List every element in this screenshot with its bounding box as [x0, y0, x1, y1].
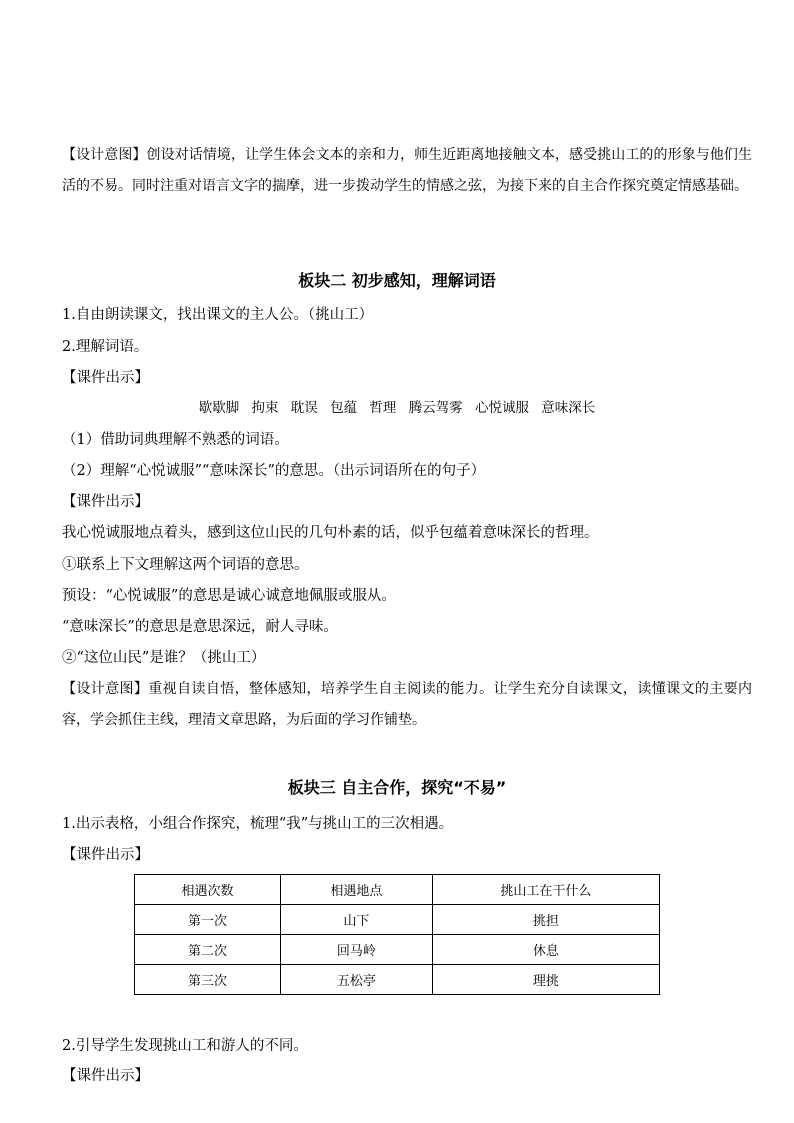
- table-cell: 山下: [280, 905, 432, 935]
- s3-courseware-label-1: 【课件出示】: [62, 847, 149, 863]
- s3-item-1: 1.出示表格，小组合作探究，梳理“我”与挑山工的三次相遇。: [62, 816, 454, 832]
- s2-item-1: 1.自由朗读课文，找出课文的主人公。（挑山工）: [62, 307, 374, 323]
- table-header-cell: 相遇地点: [280, 875, 432, 905]
- section-2-heading: 板块二 初步感知，理解词语: [298, 271, 496, 290]
- s2-quote: 我心悦诚服地点着头，感到这位山民的几句朴素的话，似乎包蕴着意味深长的哲理。: [62, 525, 599, 541]
- design-intent-paragraph-1: 【设计意图】创设对话情境，让学生体会文本的亲和力，师生近距离地接触文本，感受挑山工的的形象与他们生活的不易。同时注重对语言文字的揣摩，进一步拨动学生的情感之弦，为接下来的自主合作探究奠定情感基础。: [62, 147, 752, 194]
- table-cell: 第一次: [135, 905, 281, 935]
- s2-vocab-list: 歇歇脚 拘束 耽误 包蕴 哲理 腾云驾雾 心悦诚服 意味深长: [198, 400, 596, 416]
- s2-preset-1: 预设：“心悦诚服”的意思是诚心诚意地佩服或服从。: [62, 588, 396, 604]
- table-header-cell: 挑山工在干什么: [432, 875, 659, 905]
- s2-circled-2: ②“这位山民”是谁？（挑山工）: [62, 650, 266, 666]
- s2-circled-1: ①联系上下文理解这两个词语的意思。: [62, 557, 309, 573]
- table-cell: 五松亭: [280, 965, 432, 995]
- table-cell: 挑担: [432, 905, 659, 935]
- s2-item-2: 2.理解词语。: [62, 339, 149, 355]
- table-row: [135, 905, 660, 935]
- table-row: [135, 935, 660, 965]
- table-row: [135, 965, 660, 995]
- table-cell: 理挑: [432, 965, 659, 995]
- s2-sub-1: （1）借助词典理解不熟悉的词语。: [62, 432, 289, 448]
- s2-preset-2: “意味深长”的意思是意思深远，耐人寻味。: [62, 619, 338, 635]
- s3-courseware-label-2: 【课件出示】: [62, 1068, 149, 1084]
- table-cell: 第二次: [135, 935, 281, 965]
- table-cell: 休息: [432, 935, 659, 965]
- encounter-table: [134, 874, 660, 995]
- s3-item-2: 2.引导学生发现挑山工和游人的不同。: [62, 1038, 308, 1054]
- table-cell: 第三次: [135, 965, 281, 995]
- table-header-row: [135, 875, 660, 905]
- table-header-cell: 相遇次数: [135, 875, 281, 905]
- s2-courseware-label-2: 【课件出示】: [62, 494, 149, 510]
- table-cell: 回马岭: [280, 935, 432, 965]
- section-3-heading: 板块三 自主合作，探究“不易”: [287, 778, 507, 797]
- s2-sub-2: （2）理解“心悦诚服”“意味深长”的意思。（出示词语所在的句子）: [62, 463, 486, 479]
- s2-courseware-label-1: 【课件出示】: [62, 370, 149, 386]
- design-intent-paragraph-2: 【设计意图】重视自读自悟，整体感知，培养学生自主阅读的能力。让学生充分自读课文，读懂课文的主要内容，学会抓住主线，理清文章思路，为后面的学习作铺垫。: [62, 681, 752, 728]
